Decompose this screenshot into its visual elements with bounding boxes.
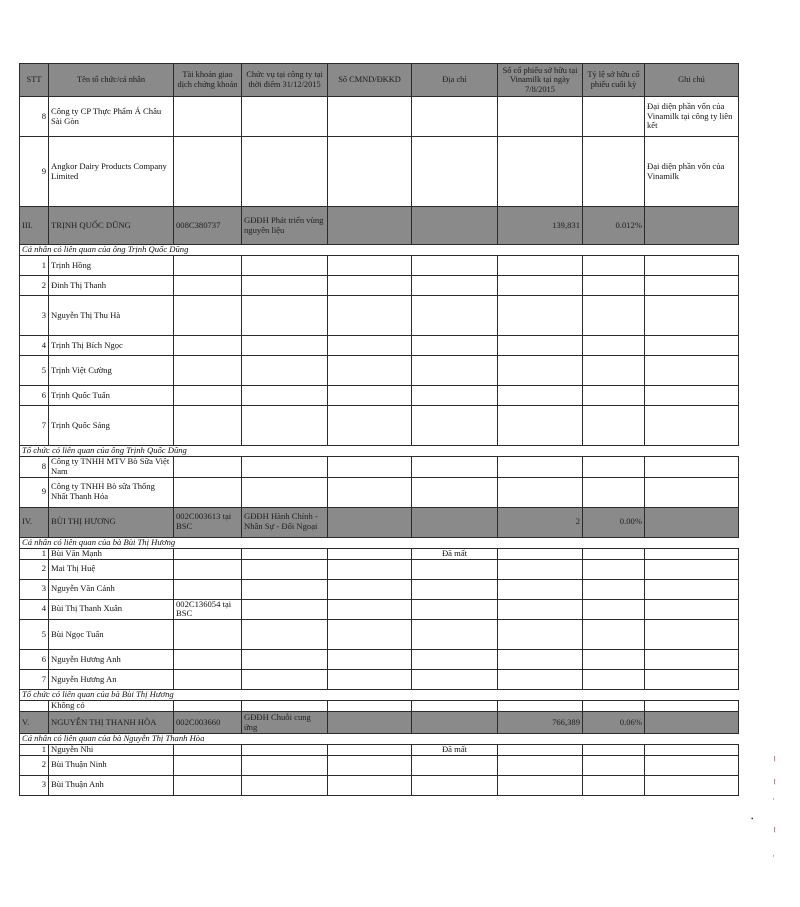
header-row [20,64,739,97]
group-label-row: Cá nhân có liên quan của bà Bùi Thị Hương [20,537,739,548]
section-row: III. TRỊNH QUỐC DŨNG 008C380737 GĐĐH Phát triển vùng nguyên liệu 139,831 0.012% [20,207,739,245]
table-row: 4 Trịnh Thị Bích Ngọc [20,336,739,356]
col-ratio: Tỷ lệ sở hữu cổ phiếu cuối kỳ [583,64,645,97]
col-address: Địa chỉ [412,64,498,97]
table-row: 1 Trịnh Hồng [20,256,739,276]
table-row: 5 Trịnh Việt Cường [20,356,739,386]
note: Đại diện phần vốn của Vinamilk tại công ty liên kết [645,97,739,137]
table-row: 2 Bùi Thuận Ninh [20,755,739,775]
table-row: 2 Đinh Thị Thanh [20,276,739,296]
table-row: 2 Mai Thị Huệ [20,559,739,579]
margin-mark: ╷ [772,774,778,784]
col-position: Chức vụ tại công ty tại thời điểm 31/12/2015 [242,64,328,97]
table-row: 7 Nguyễn Hương An [20,670,739,690]
table-row: 3 Bùi Thuận Anh [20,775,739,795]
table-row: 8 Công ty CP Thực Phẩm Á Châu Sài Gòn Đại diện phần vốn của Vinamilk tại công ty liên kết [20,97,739,137]
col-shares: Số cổ phiếu sở hữu tại Vinamilk tại ngày 7/8/2015 [498,64,583,97]
margin-mark: · [772,794,775,804]
note: Đại diện phần vốn của Vinamilk [645,137,739,207]
col-id: Số CMND/ĐKKD [328,64,412,97]
section-name: TRỊNH QUỐC DŨNG [49,207,174,245]
scan-dot: • [751,815,754,823]
margin-mark: ╷ [772,822,778,832]
table-row: 6 Nguyễn Hương Anh [20,650,739,670]
table-row: 4 Bùi Thị Thanh Xuân 002C136054 tại BSC [20,599,739,620]
col-account: Tài khoản giao dịch chứng khoán [174,64,242,97]
section-name: NGUYỄN THỊ THANH HÒA [49,712,174,734]
col-name: Tên tổ chức/cá nhân [49,64,174,97]
table-row: 8 Công ty TNHH MTV Bò Sữa Việt Nam [20,457,739,478]
table-row: 5 Bùi Ngọc Tuấn [20,620,739,650]
org-name: Công ty CP Thực Phẩm Á Châu Sài Gòn [49,97,174,137]
section-name: BÙI THỊ HƯƠNG [49,507,174,537]
col-note: Ghi chú [645,64,739,97]
table-row: 7 Trịnh Quốc Sáng [20,406,739,446]
margin-mark: ╷ [772,751,778,761]
group-label-row: Cá nhân có liên quan của bà Nguyễn Thị Thanh Hòa [20,734,739,745]
table-row: Không có [20,701,739,712]
table-row: 6 Trịnh Quốc Tuấn [20,386,739,406]
table-row: 9 Công ty TNHH Bò sữa Thống Nhất Thanh Hóa [20,477,739,507]
group-label-row: Tổ chức có liên quan của ông Trịnh Quốc Dũng [20,446,739,457]
margin-mark: · [772,851,775,861]
section-row: V. NGUYỄN THỊ THANH HÒA 002C003660 GĐĐH Chuỗi cung ứng 766,389 0.06% [20,712,739,734]
col-stt: STT [20,64,49,97]
table-row: 1 Bùi Văn Mạnh Đã mất [20,548,739,559]
group-label-row: Cá nhân có liên quan của ông Trịnh Quốc Dũng [20,245,739,256]
group-label-row: Tổ chức có liên quan của bà Bùi Thị Hương [20,690,739,701]
table-row: 9 Angkor Dairy Products Company Limited Đại diện phần vốn của Vinamilk [20,137,739,207]
table-row: 3 Nguyễn Văn Cảnh [20,579,739,599]
org-name: Angkor Dairy Products Company Limited [49,137,174,207]
section-row: IV. BÙI THỊ HƯƠNG 002C003613 tại BSC GĐĐH Hành Chính - Nhân Sự - Đối Ngoại 2 0.00% [20,507,739,537]
table-row: 1 Nguyễn Nhi Đã mất [20,744,739,755]
related-parties-table [19,63,739,796]
table-row: 3 Nguyễn Thị Thu Hà [20,296,739,336]
